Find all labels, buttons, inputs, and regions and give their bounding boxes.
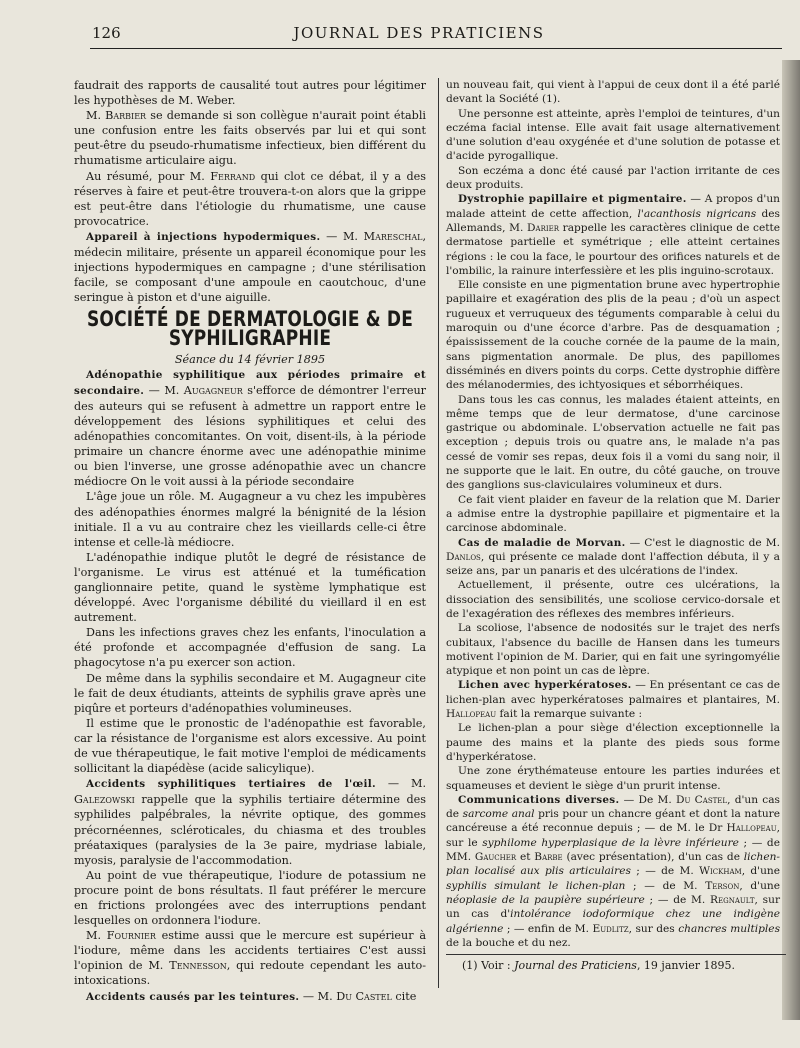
author-name: Tennesson: [169, 959, 227, 973]
paragraph: Ce fait vient plaider en faveur de la relation que M. Darier a admise entre la dystrophie papillaire et pigmentaire et la carcinose abdominale.: [446, 493, 780, 535]
author-name: M. Barbier: [86, 109, 147, 123]
left-column: [74, 78, 426, 1005]
paragraph: Adénopathie syphilitique aux périodes primaire et secondaire. — M. Augagneur s'efforce de démontrer l'erreur des auteurs qui se refusent à admettre un rapport entre le développement des lésions syphilitiques et celui des adénopathies concomitantes. On voit, disent-ils, à la période primaire un chancre énorme avec une adénopathie minime ou bien l'inverse, une grosse adénopathie avec un chancre médiocre On le voit aussi à la période secondaire: [74, 368, 426, 489]
society-title: SOCIÉTÉ DE DERMATOLOGIE & DE SYPHILIGRAPHIE: [86, 307, 414, 352]
paragraph: Lichen avec hyperkératoses. — En présentant ce cas de lichen-plan avec hyperkératoses palmaires et plantaires, M. Hallopeau fait la remarque suivante :: [446, 679, 780, 721]
paragraph: Une personne est atteinte, après l'emploi de teintures, d'un eczéma facial intense. Elle avait fait usage alternativement d'une solution d'eau oxygénée et d'une solution de potasse et d'acide pyrogallique.: [446, 107, 780, 163]
paragraph: L'âge joue un rôle. M. Augagneur a vu chez les impubères des adénopathies énormes malgré la bénignité de la lésion initiale. Il a vu au contraire chez les vieillards celle-ci être intense et celle-là médiocre.: [74, 490, 426, 549]
session-date: Séance du 14 février 1895: [174, 352, 326, 366]
author-name: Hallopeau: [446, 708, 497, 721]
section-heading: Cas de maladie de Morvan.: [458, 536, 626, 549]
footnote: (1) Voir : Journal des Praticiens, 19 janvier 1895.: [462, 959, 735, 973]
section-heading: Communications diverses.: [458, 793, 620, 806]
footnote-rule: [446, 954, 786, 955]
section-heading: Accidents causés par les teintures.: [86, 990, 300, 1003]
paragraph: Appareil à injections hypodermiques. — M. Mareschal, médecin militaire, présente un appareil économique pour les injections hypodermiques en campagne ; d'une stérilisation facile, se composant d'une ampoule en caoutchouc, d'une seringue à piston et d'une aiguille.: [74, 229, 426, 305]
paragraph: faudrait des rapports de causalité tout autres pour légitimer les hypothèses de M. Weber.: [74, 79, 426, 108]
paragraph: Dans les infections graves chez les enfants, l'inoculation a été profonde et accompagnée d'effusion de sang. La phagocytose n'a pu exercer son action.: [74, 626, 426, 670]
column-divider: [438, 78, 439, 988]
paragraph: Son eczéma a donc été causé par l'action irritante de ces deux produits.: [446, 164, 780, 192]
paragraph: M. Barbier se demande si son collègue n'aurait point établi une confusion entre les faits observés par lui et qui sont peut-être du pseudo-rhumatisme infectieux, bien différent du rhumatisme articulaire aigu.: [74, 109, 426, 168]
paragraph: Au résumé, pour M. Ferrand qui clot ce débat, il y a des réserves à faire et peut-être trouvera-t-on alors que la grippe est peut-être dans l'étiologie du rhumatisme, une cause provocatrice.: [74, 169, 426, 228]
section-heading: Accidents syphilitiques tertiaires de l'œil.: [86, 778, 376, 791]
paragraph: Au point de vue thérapeutique, l'iodure de potassium ne procure point de bons résultats. Il faut préférer le mercure en frictions prolongées avec des interruptions pendant lesquelles on ordonnera l'iodure.: [74, 868, 426, 928]
author-name: Regnault: [710, 893, 755, 906]
section-heading: Appareil à injections hypodermiques.: [86, 230, 321, 243]
running-title: JOURNAL DES PRATICIENS: [293, 24, 545, 42]
paragraph: Le lichen-plan a pour siège d'élection exceptionnelle la paume des mains et la plante des pieds sous forme d'hyperkératose.: [446, 722, 780, 763]
paragraph: Dystrophie papillaire et pigmentaire. — A propos d'un malade atteint de cette affection, l'acanthosis nigricans des Allemands, M. Darier rappelle les caractères clinique de cette dermatose partielle et symétrique ; elle atteint certaines régions : le cou la face, le pourtour des orifices naturels et de l'ombilic, la rainure interfessière et les plis inguino-scrotaux.: [446, 193, 781, 277]
section-heading: Dystrophie papillaire et pigmentaire.: [458, 193, 687, 206]
page-edge-shadow: [782, 60, 800, 1020]
page-header: [58, 24, 780, 46]
author-name: Danlos: [446, 550, 481, 563]
author-name: Terson: [705, 879, 740, 892]
author-name: Ferrand: [210, 169, 256, 183]
paragraph: De même dans la syphilis secondaire et M. Augagneur cite le fait de deux étudiants, atteints de syphilis grave après une piqûre et porteurs d'adénopathies volumineuses.: [74, 671, 426, 715]
paragraph: Accidents causés par les teintures. — M. Du Castel cite: [86, 989, 417, 1003]
section-heading: Adénopathie syphilitique aux périodes primaire et secondaire.: [74, 368, 426, 397]
author-name: Fournier: [106, 929, 156, 943]
page-number: 126: [92, 24, 121, 42]
header-rule: [90, 48, 782, 49]
paragraph: un nouveau fait, qui vient à l'appui de ceux dont il a été parlé devant la Société (1).: [446, 79, 780, 106]
paragraph: Cas de maladie de Morvan. — C'est le diagnostic de M. Danlos, qui présente ce malade dont l'affection débuta, il y a seize ans, par un panaris et des ulcérations de l'index.: [446, 536, 780, 578]
author-name: Wickham: [699, 865, 742, 878]
paragraph: Dans tous les cas connus, les malades étaient atteints, en même temps que de leur dermatose, d'une carcinose gastrique ou abdominale. L'observation actuelle ne fait pas exception ; depuis trois ou quatre ans, le malade n'a pas cessé de vomir ses repas, deux fois il a vomi du sang noir, il ne supporte que le lait. En outre, du côté gauche, on trouve des ganglions sus-claviculaires volumineux et durs.: [446, 393, 780, 492]
author-name: Mareschal: [363, 229, 423, 243]
section-heading: Lichen avec hyperkératoses.: [458, 679, 632, 692]
paragraph: Elle consiste en une pigmentation brune avec hypertrophie papillaire et exagération des plis de la peau ; d'où un aspect rugueux et verruqueux des téguments comparable à celui du maroquin ou d'une écorce d'arbre. Pas de desquamation ; épaississement de la couche cornée de la paume de la main, sans pigmentation anormale. De plus, des papillomes disséminés en divers points du corps. Cette dystrophie diffère des mélanodermies, des ichtyosiques et séborrhéiques.: [446, 279, 780, 392]
paragraph: Actuellement, il présente, outre ces ulcérations, la dissociation des sensibilités, une scoliose cervico-dorsale et de l'exagération des réflexes des membres inférieurs.: [446, 579, 780, 620]
paragraph: Il estime que le pronostic de l'adénopathie est favorable, car la résistance de l'organisme est alors excessive. Au point de vue thérapeutique, le fait motive l'emploi de médicaments sollicitant la diapédèse (acide salicylique).: [74, 716, 426, 776]
paragraph: Communications diverses. — De M. Du Castel, d'un cas de sarcome anal pris pour un chancre géant et dont la nature cancéreuse a été reconnue depuis ; — de M. le Dr Hallopeau, sur le syphilome hyperplasique de la lèvre inférieure ; — de MM. Gaucher et Barbe (avec présentation), d'un cas de lichen-plan localisé aux plis articulaires ; — de M. Wickham, d'une syphilis simulant le lichen-plan ; — de M. Terson, d'une néoplasie de la paupière supérieure ; — de M. Regnault, sur un cas d'intolérance iodoformique chez une indigène algérienne ; — enfin de M. Eudlitz, sur des chancres multiples de la bouche et du nez.: [446, 793, 781, 949]
author-name: Darier: [527, 221, 559, 234]
paragraph: Accidents syphilitiques tertiaires de l'œil. — M. Galezowski rappelle que la syphilis tertiaire détermine des syphilides palpébrales, la névrite optique, des gommes précornéennes, scléroticales, du chiasma et des troubles préataxiques (paralysies de la 3e paire, mydriase labiale, myosis, paralysie de l'accommodation.: [74, 777, 426, 867]
author-name: Gaucher: [474, 851, 517, 864]
paragraph: Une zone érythémateuse entoure les parties indurées et squameuses et devient le siège d'un prurit intense.: [446, 765, 780, 792]
author-name: Galezowski: [74, 793, 135, 807]
author-name: Augagneur: [183, 383, 243, 397]
paragraph: L'adénopathie indique plutôt le degré de résistance de l'organisme. Le virus est atténué et la tuméfication ganglionnaire petite, quand le système lymphatique est développé. Avec l'organisme débilité du vieillard il en est autrement.: [74, 550, 426, 625]
right-column: [446, 78, 780, 973]
author-name: Eudlitz: [592, 922, 629, 935]
author-name: Barbe: [534, 851, 563, 864]
paragraph: La scoliose, l'absence de nodosités sur le trajet des nerfs cubitaux, l'absence du bacille de Hansen dans les tumeurs motivent l'opinion de M. Darier, qui en fait une syringomyélie atypique et non point un cas de lèpre.: [446, 622, 780, 678]
author-name: Du Castel: [336, 989, 392, 1003]
paragraph: M. Fournier estime aussi que le mercure est supérieur à l'iodure, même dans les accidents tertiaires C'est aussi l'opinion de M. Tennesson, qui redoute cependant les auto-intoxications.: [74, 929, 426, 988]
author-name: Hallopeau: [726, 822, 777, 835]
author-name: Du Castel: [676, 793, 728, 806]
